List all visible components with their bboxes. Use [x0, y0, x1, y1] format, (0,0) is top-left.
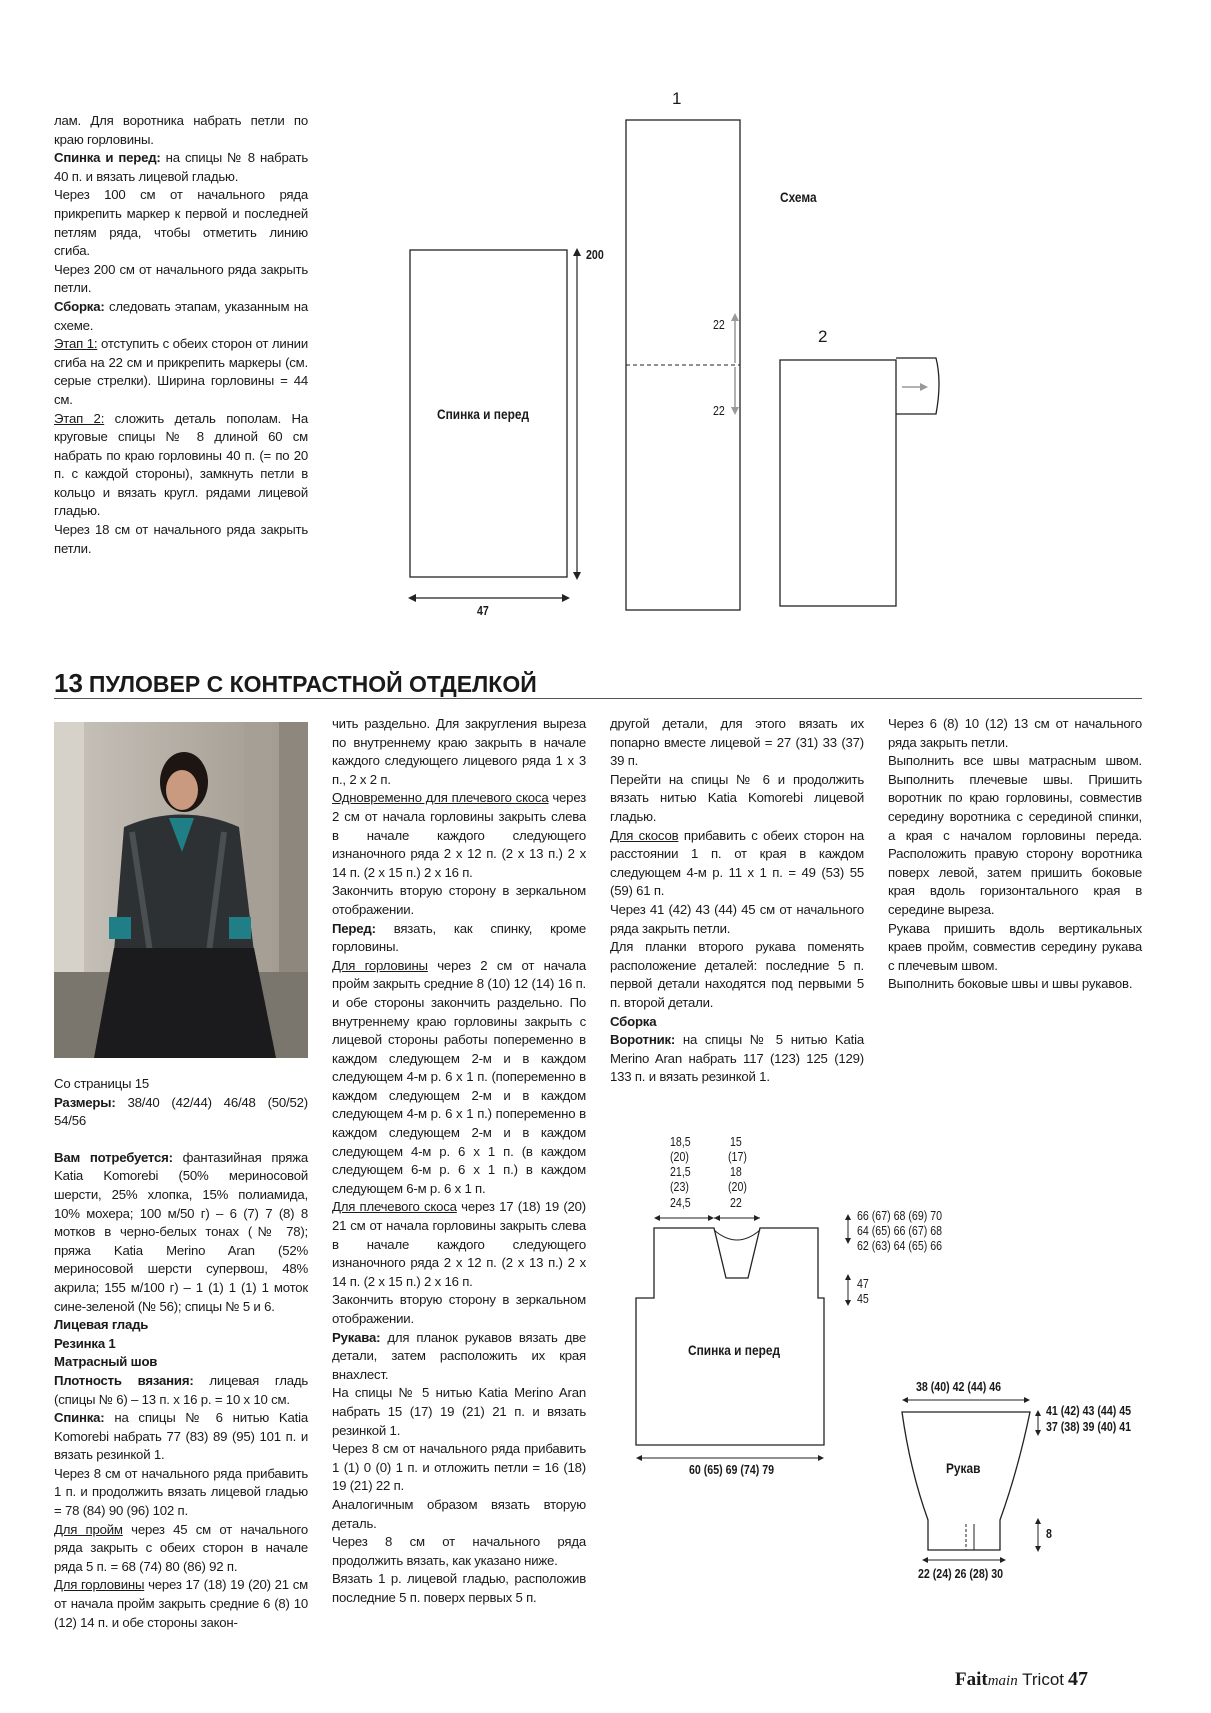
text: фантазийная пряжа Katia Komorebi (50% мериносовой шерсти, 25% хлопка, 15% полиамида, 10% мохера; 100 м/50 г) – 6 (7) 7 (8) 8 мотков в черно-белых тонах (№ 78); пряжа Katia Merino Aran (52% мериносовой шерсти супервош, 48% акрила; 155 м/100 г) – 1 (1) 1 (1) 1 моток сине-зеленой (№ 56); спицы № 5 и 6.	[54, 1149, 308, 1314]
measure: 41 (42) 43 (44) 45	[1046, 1404, 1132, 1418]
section-number: 13	[54, 668, 83, 698]
body-outline	[636, 1228, 824, 1445]
marker-down-label: 22	[713, 404, 725, 418]
grey-arrow-down-icon	[731, 407, 739, 415]
underlined-label: Для плечевого скоса	[332, 1199, 457, 1215]
measure: 15	[730, 1135, 742, 1149]
arrow-icon	[922, 1557, 928, 1563]
panel-label: Спинка и перед	[437, 406, 530, 422]
measure: 22 (24) 26 (28) 30	[918, 1567, 1004, 1581]
top-schema-diagram	[0, 0, 1211, 640]
text: на спицы № 5 нитью Katia Merino Aran набрать 117 (123) 125 (129) 133 п. и вязать резинкой 1.	[610, 1032, 864, 1085]
paragraph	[610, 827, 864, 901]
arrow-icon	[845, 1214, 851, 1220]
paragraph: Со страницы 15	[54, 1076, 150, 1091]
paragraph: Выполнить все швы матрасным швом. Выполнить плечевые швы. Пришить воротник по краю горловины, совместив середину воротника с серединой спинки, а края с началом горловины переда. Расположить правую сторону воротника поверх левой, затем пришить боковые края вдоль горизонтального края в середине выреза.	[888, 753, 1142, 917]
text: 38/40 (42/44) 46/48 (50/52) 54/56	[54, 1094, 308, 1129]
paragraph: Через 8 см от начального ряда прибавить 1 (1) 0 (0) 1 п. и отложить петли = 16 (18) 19 (21) 22 п.	[332, 1441, 586, 1494]
section-title	[54, 668, 537, 699]
paragraph: Рукава пришить вдоль вертикальных краев пройм, совместив середину рукава с плечевым швом.	[888, 920, 1142, 973]
step2-number: 2	[818, 327, 828, 346]
measure: 60 (65) 69 (74) 79	[689, 1463, 775, 1477]
paragraph: Через 41 (42) 43 (44) 45 см от начального ряда закрыть петли.	[610, 901, 864, 936]
measure: (20)	[670, 1150, 689, 1164]
arrow-icon	[1035, 1518, 1041, 1524]
measure: 18	[730, 1165, 742, 1179]
underlined-label: Для горловины	[332, 957, 428, 973]
underlined-label: Для пройм	[54, 1521, 123, 1537]
measure: 24,5	[670, 1196, 691, 1210]
stitch-name: Лицевая гладь	[54, 1317, 149, 1333]
underlined-label: Этап 2:	[54, 410, 105, 426]
paragraph	[610, 1031, 864, 1087]
underlined-label: Одновременно для плечевого скоса	[332, 790, 549, 806]
measure: (17)	[728, 1150, 747, 1164]
paragraph: Через 200 см от начального ряда закрыть петли.	[54, 261, 308, 296]
measure: 8	[1046, 1527, 1052, 1541]
paragraph: Через 100 см от начального ряда прикрепить маркер к первой и последней петлям ряда, чтобы отметить линию сгиба.	[54, 187, 308, 259]
bold-label: Вам потребуется:	[54, 1149, 173, 1165]
measure: 37 (38) 39 (40) 41	[1046, 1420, 1132, 1434]
brand-tricot: Tricot	[1017, 1670, 1065, 1689]
paragraph: Аналогичным образом вязать вторую деталь.	[332, 1496, 586, 1531]
marker-up-label: 22	[713, 318, 725, 332]
arrow-icon	[708, 1215, 714, 1221]
paragraph: Закончить вторую сторону в зеркальном отображении.	[332, 883, 586, 917]
paragraph: На спицы № 5 нитью Katia Merino Aran набрать 15 (17) 19 (21) 21 п. и вязать резинкой 1.	[332, 1385, 586, 1438]
measure: 21,5	[670, 1165, 691, 1179]
underlined-label: Для скосов	[610, 827, 679, 843]
measure: 47	[857, 1277, 869, 1291]
width-label: 47	[477, 604, 489, 618]
arrow-icon	[845, 1274, 851, 1280]
paragraph	[332, 789, 586, 882]
column-4	[888, 715, 1142, 994]
height-label: 200	[586, 248, 604, 262]
step2-rect	[780, 360, 896, 606]
paragraph: лам. Для воротника набрать петли по краю горловины.	[54, 113, 308, 147]
text: на спицы № 6 нитью Katia Komorebi набрать 77 (83) 89 (95) 101 п. и вязать резинкой 1.	[54, 1410, 308, 1463]
arrow-icon	[1000, 1557, 1006, 1563]
body-label: Спинка и перед	[688, 1342, 781, 1358]
text: сложить деталь пополам. На круговые спицы № 8 длиной 60 см набрать по краю горловины 40 п. (= по 20 п. с каждой стороны), замкнуть петли в кольцо и вязать кругл. рядами лицевой гладью.	[54, 410, 309, 519]
text: для планок рукавов вязать две детали, затем расположить их края внахлест.	[332, 1329, 586, 1382]
stitch-name: Резинка 1	[54, 1335, 116, 1351]
arrow-icon	[1035, 1546, 1041, 1552]
paragraph: Через 18 см от начального ряда закрыть петли.	[54, 522, 308, 556]
measure: 18,5	[670, 1135, 691, 1149]
section-title-text: ПУЛОВЕР С КОНТРАСТНОЙ ОТДЕЛКОЙ	[88, 671, 537, 697]
measure: 64 (65) 66 (67) 68	[857, 1224, 943, 1238]
arrow-left-icon	[408, 594, 416, 602]
arrow-icon	[818, 1455, 824, 1461]
neckline-front	[714, 1230, 760, 1240]
text: на спицы № 8 набрать 40 п. и вязать лицевой гладью.	[54, 150, 309, 184]
text: через 17 (18) 19 (20) 21 см от начала пройм закрыть средние 6 (8) 10 (12) 14 п. и обе стороны закон-	[54, 1577, 308, 1630]
arrow-icon	[754, 1215, 760, 1221]
neck-tube	[896, 358, 939, 414]
grey-arrow-up-icon	[731, 313, 739, 321]
step1-number: 1	[672, 89, 682, 108]
paragraph: другой детали, для этого вязать их попарно вместе лицевой = 27 (31) 33 (37) 39 п.	[610, 716, 864, 769]
column-3	[610, 715, 864, 1087]
model-photo	[54, 722, 308, 1058]
arrow-right-icon	[562, 594, 570, 602]
measure: (23)	[670, 1180, 689, 1194]
measure: (20)	[728, 1180, 747, 1194]
page-number: 47	[1068, 1668, 1089, 1690]
text: через 2 см от начала горловины закрыть слева в начале каждого следующего изнаночного ряда 2 х 12 п. (2 х 13 п.) 2 х 14 п. (2 х 15 п.) 2 х 16 п.	[332, 790, 587, 880]
underlined-label: Этап 1:	[54, 336, 98, 352]
measure: 22	[730, 1196, 742, 1210]
pattern-diagram	[0, 1120, 1211, 1600]
bold-label: Размеры:	[54, 1094, 116, 1110]
sleeve-label: Рукав	[946, 1460, 981, 1476]
bold-label: Спинка и перед:	[54, 150, 161, 166]
text: лицевая гладь (спицы № 6) – 13 п. х 16 р. = 10 х 10 см.	[54, 1372, 308, 1407]
schema-title: Схема	[780, 189, 817, 205]
paragraph: Перейти на спицы № 6 и продолжить вязать нитью Katia Komorebi лицевой гладью.	[610, 771, 864, 824]
paragraph	[332, 920, 586, 957]
bold-label: Спинка:	[54, 1410, 105, 1426]
underlined-label: Для горловины	[54, 1577, 145, 1593]
bold-label: Воротник:	[610, 1032, 676, 1048]
grey-arrow-right-icon	[920, 383, 928, 391]
arrow-down-icon	[573, 572, 581, 580]
text: через 17 (18) 19 (20) 21 см от начала горловины закрыть слева в начале каждого следующего изнаночного ряда 2 х 12 п. (2 х 13 п.) 2 х 14 п. (2 х 15 п.) 2 х 16 п.	[332, 1199, 586, 1289]
text: следовать этапам, указанным на схеме.	[54, 298, 308, 333]
arrow-icon	[1035, 1410, 1041, 1416]
paragraph: Через 8 см от начального ряда прибавить 1 п. и продолжить вязать лицевой гладью = 78 (84) 90 (96) 102 п.	[54, 1465, 308, 1519]
text: через 2 см от начала пройм закрыть средние 8 (10) 12 (14) 16 п. и обе стороны закончить раздельно. По внутреннему краю горловины закрыть с лицевой стороны работы попеременно в каждом следующем 2-м и в каждом следующем 4-м р. 6 х 1 п. (попеременно в каждом следующем 2-м и в каждом следующем 4-м р. 6 х 1 п.) попеременно в каждом следующем 2-м и в каждом следующем 4-м р. 6 х 1 п. (в каждом следующем 6-м р. 6 х 1 п.) в каждом следующем 6-м р. 6 х 1 п.	[332, 957, 586, 1196]
brand-main: main	[987, 1673, 1018, 1689]
text: вязать, как спинку, кроме горловины.	[332, 920, 586, 955]
arrow-icon	[902, 1397, 908, 1403]
bold-label: Рукава:	[332, 1329, 381, 1345]
stitch-name: Матрасный шов	[54, 1354, 158, 1370]
arrow-icon	[1024, 1397, 1030, 1403]
arrow-icon	[1035, 1430, 1041, 1436]
paragraph: Для планки второго рукава поменять расположение деталей: последние 5 п. первой детали находятся под первыми 5 п. второй детали.	[610, 939, 864, 1010]
arrow-icon	[654, 1215, 660, 1221]
arrow-icon	[636, 1455, 642, 1461]
text: прибавить с обеих сторон на расстоянии 1 п. от края в каждом следующем 4-м р. 11 х 1 п. = 49 (53) 55 (59) 61 п.	[610, 827, 864, 899]
paragraph: Через 6 (8) 10 (12) 13 см от начального ряда закрыть петли.	[888, 716, 1142, 750]
arrow-up-icon	[573, 248, 581, 256]
paragraph: чить раздельно. Для закругления выреза по внутреннему краю закрыть в начале каждого следующего лицевого ряда 1 х 3 п., 2 х 2 п.	[332, 716, 586, 787]
bold-label: Сборка:	[54, 298, 105, 314]
text: отступить с обеих сторон от линии сгиба на 22 см и прикрепить маркеры (см. серые стрелки). Ширина горловины = 44 см.	[54, 336, 308, 407]
bold-label: Плотность вязания:	[54, 1372, 194, 1388]
bold-label: Перед:	[332, 920, 376, 936]
title-rule	[54, 698, 1142, 699]
brand-fait: Fait	[955, 1669, 988, 1690]
paragraph: Закончить вторую сторону в зеркальном отображении.	[332, 1292, 586, 1326]
measure: 45	[857, 1292, 869, 1306]
paragraph: Вязать 1 р. лицевой гладью, расположив последние 5 п. поверх первых 5 п.	[332, 1571, 586, 1605]
measure: 66 (67) 68 (69) 70	[857, 1209, 943, 1223]
arrow-icon	[845, 1238, 851, 1244]
text: через 45 см от начального ряда закрыть с обеих сторон в начале ряда 5 п. = 68 (74) 80 (86) 92 п.	[54, 1521, 309, 1574]
paragraph: Выполнить боковые швы и швы рукавов.	[888, 976, 1133, 992]
measure: 62 (63) 64 (65) 66	[857, 1239, 943, 1253]
measure: 38 (40) 42 (44) 46	[916, 1380, 1002, 1394]
paragraph: Через 8 см от начального ряда продолжить вязать, как указано ниже.	[332, 1534, 586, 1568]
arrow-icon	[845, 1300, 851, 1306]
magazine-footer	[955, 1668, 1088, 1691]
arrow-icon	[714, 1215, 720, 1221]
subheading: Сборка	[610, 1013, 657, 1029]
